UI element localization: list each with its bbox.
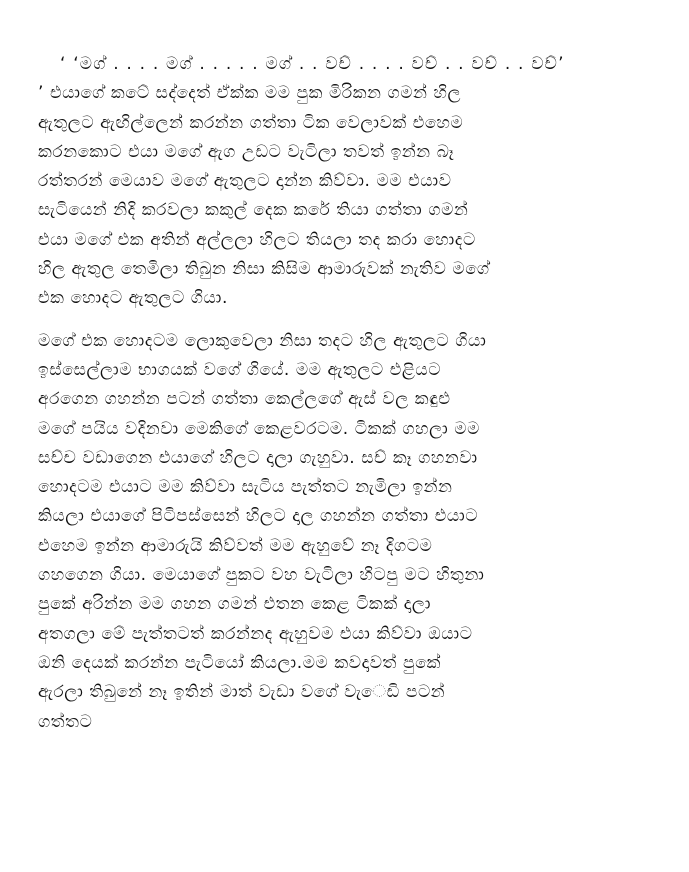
text-line: මගේ එක හොදටම ලොකුවෙලා නිසා තදට හිල ඇතුලට ගියා: [38, 330, 487, 351]
text-line: ඉස්සෙල්ලාම භාගයක් වගේ ගියේ. මම ඇතුලට එළියට: [38, 359, 442, 380]
paragraph-2: [38, 327, 663, 737]
text-line: හොදටම එයාට මම කිව්වා සැටිය පැත්තට නැමිලා ඉන්න: [38, 477, 453, 498]
text-line: මගේ පයිය වදිනවා මෙකිගේ කෙළවරටම. ටිකක් ගහලා මම: [38, 418, 480, 439]
text-line: එහෙම ඉන්න ආමාරුයි කිව්වත් මම ඇහුවේ නෑ දිගටම: [38, 535, 433, 556]
text-line: ගත්තට: [38, 711, 93, 732]
paragraph-1: [38, 50, 663, 314]
text-line: අරගෙන ගහන්න පටන් ගත්තා කෙල්ලගේ ඇස් වල කඳුළු: [38, 389, 451, 410]
text-line: ඇරලා තිබුනේ නෑ ඉතින් මාත් වැඩා වගේ වැෙඩි පටන්: [38, 682, 446, 703]
text-line: කරනකොට එයා මගේ ඇග උඩට වැටිලා තවත් ඉන්න බෑ: [38, 141, 455, 162]
text-line: ‘ ‘මග් . . . . මග් . . . . . මග් . . වච් . . . . වච් . . වච් . . වච්’: [60, 54, 565, 74]
text-line: හිල ඇතුල තෙමිලා තිබුන නිසා කිසිම ආමාරුවක් නැතිව මගේ: [38, 259, 490, 280]
text-line: අතගලා මේ පැත්තටත් කරන්නද ඇහුවම එයා කිව්වා ඔයාට: [38, 623, 473, 644]
paragraph-spacer: [38, 314, 663, 327]
text-line: රත්තරන් මෙයාව මගේ ඇතුලට දාන්න කිව්වා. මම එයාව: [38, 171, 452, 192]
text-line: එක හොදට ඇතුලට ගියා.: [38, 288, 228, 309]
text-line: ඇතුලට ඇඟිල්ලෙන් කරන්න ගත්තා ටික වෙලාවක් එහෙම: [38, 112, 464, 133]
text-line: කියලා එයාගේ පිටිපස්සෙන් හිලට දාල ගහන්න ගත්තා එයාට: [38, 506, 479, 527]
text-line: ඔනි දෙයක් කරන්න පැටියෝ කියලා.මම කවදාවත් පුකේ: [38, 652, 442, 673]
text-line: සැටියෙන් නිදි කරවලා කකුල් දෙක කරේ තියා ගත්තා ගමන්: [38, 200, 469, 221]
text-line: ගහගෙන ගියා. මෙයාගේ පුකට වහ වැටිලා හිටපු මට හිතුනා: [38, 565, 485, 586]
text-line: සච්ච වඩාගෙන එයාගේ හිලට දාලා ගැහුවා. සච් කෑ ගහනවා: [38, 447, 478, 468]
text-line: පුකේ අරින්න මම ගහන ගමන් එතන කෙළ ටිකක් දාලා: [38, 594, 432, 615]
text-line: ’ එයාගේ කටේ සද්දෙත් ඒක්ක මම පුක මිරිකන ගමන් හිල: [38, 83, 462, 104]
text-line: එයා මගේ එක අතින් අල්ලලා හිලට තියලා තද කරා හොදට: [38, 229, 476, 250]
